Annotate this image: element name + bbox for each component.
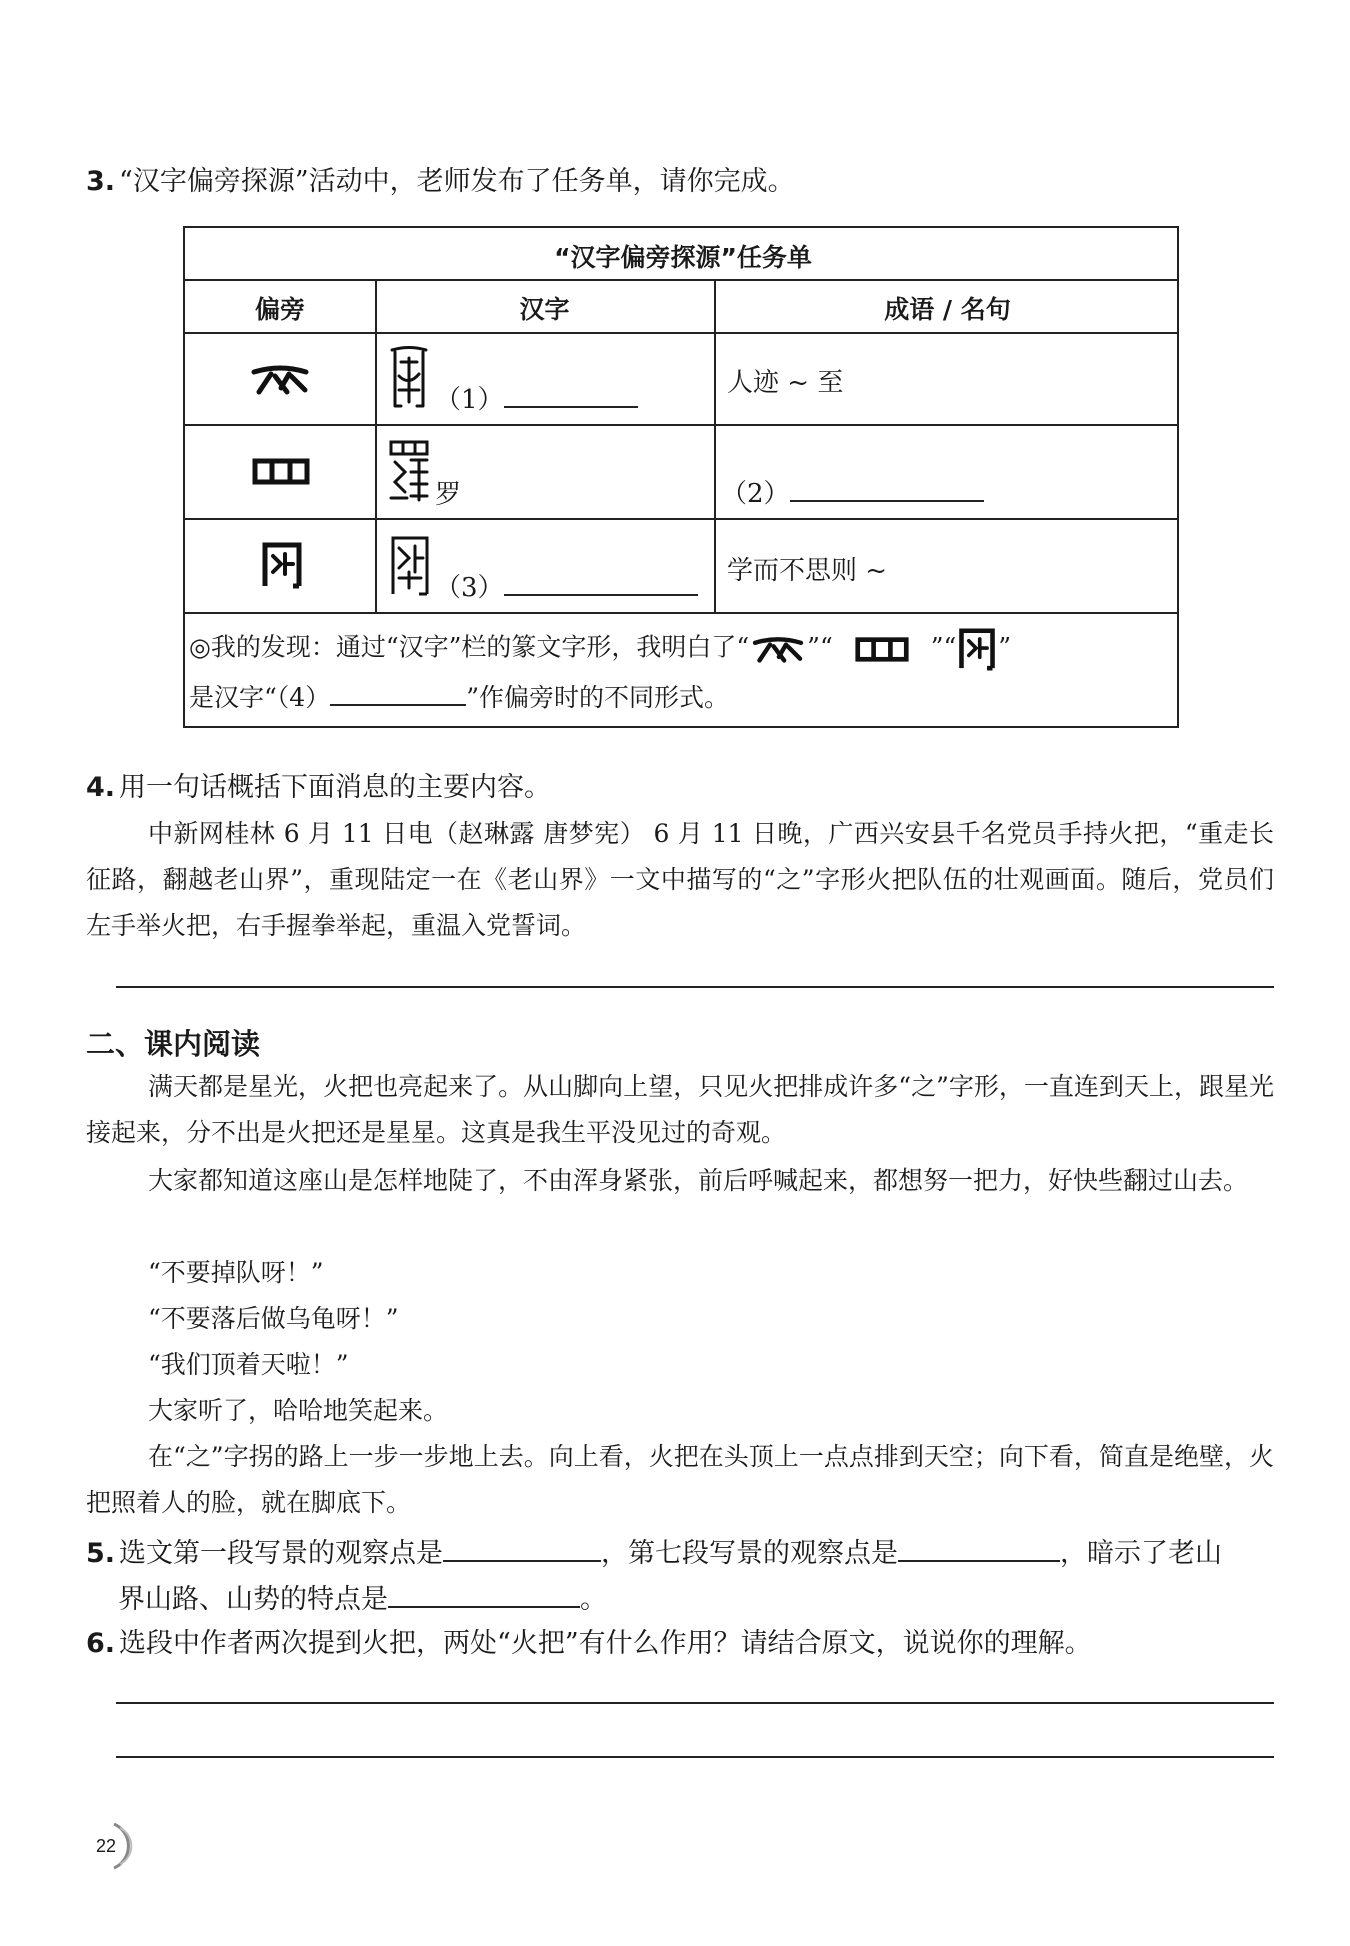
question-text: 选段中作者两次提到火把，两处“火把”有什么作用？请结合原文，说说你的理解。 bbox=[119, 1628, 1092, 1659]
passage-paragraph-2: 大家都知道这座山是怎样地陡了，不由浑身紧张，前后呼喊起来，都想努一把力，好快些翻过山去。 bbox=[148, 1166, 1249, 1195]
q5-part-3: ，暗示了老山 bbox=[1060, 1538, 1223, 1569]
answer-blank-2[interactable] bbox=[790, 472, 984, 502]
q5-part-5: 。 bbox=[580, 1584, 607, 1615]
question-5-line-1 bbox=[86, 1532, 1222, 1574]
discovery-line-2 bbox=[189, 676, 729, 714]
q5-part-4: 界山路、山势的特点是 bbox=[118, 1584, 388, 1615]
seal-character-wang-icon bbox=[387, 532, 433, 598]
passage-paragraph-1: 满天都是星光，火把也亮起来了。从山脚向上望，只见火把排成许多“之”字形，一直连到天上，跟星光接起来，分不出是火把还是星星。这真是我生平没见过的奇观。 bbox=[86, 1072, 1274, 1147]
passage-paragraph-5: “我们顶着天啦！” bbox=[148, 1350, 349, 1379]
seal-character-luo-icon bbox=[387, 438, 431, 504]
answer-line-q6-1[interactable] bbox=[116, 1702, 1274, 1704]
answer-blank-1[interactable] bbox=[504, 378, 638, 408]
row2-hanzi-modern: 罗 bbox=[435, 480, 462, 510]
table-title: “汉字偏旁探源”任务单 bbox=[554, 243, 812, 272]
row1-hanzi-answer bbox=[435, 378, 638, 416]
answer-blank-3[interactable] bbox=[504, 566, 698, 596]
question-4 bbox=[86, 768, 551, 808]
question-number: 4. bbox=[86, 772, 116, 803]
question-number: 6. bbox=[86, 1628, 116, 1659]
question-6 bbox=[86, 1624, 1092, 1664]
q5-part-1: 选文第一段写景的观察点是 bbox=[119, 1538, 444, 1569]
seal-radical-xue-icon bbox=[749, 634, 807, 664]
seal-radical-wang-icon bbox=[251, 456, 311, 486]
news-paragraph: 中新网桂林 6 月 11 日电（赵琳露 唐梦宪） 6 月 11 日晚，广西兴安县千名党员手持火把，“重走长征路，翻越老山界”，重现陆定一在《老山界》一文中描写的“之”字形火把队伍的壮观画面。随后，党员们左手举火把，右手握拳举起，重温入党誓词。 bbox=[86, 819, 1274, 940]
passage-paragraph-6: 大家听了，哈哈地笑起来。 bbox=[148, 1396, 449, 1425]
answer-blank-q5-3[interactable] bbox=[388, 1578, 580, 1608]
section-title: 二、课内阅读 bbox=[86, 1027, 261, 1061]
seal-radical-wang-variant-icon bbox=[259, 540, 305, 590]
question-5-line-2 bbox=[118, 1578, 607, 1620]
answer-blank-4[interactable] bbox=[330, 676, 466, 706]
answer-line-q6-2[interactable] bbox=[116, 1756, 1274, 1758]
passage-paragraph-7: 在“之”字拐的路上一步一步地上去。向上看，火把在头顶上一点点排到天空；向下看，简直是绝壁，火把照着人的脸，就在脚底下。 bbox=[86, 1442, 1274, 1517]
seal-radical-wang-icon bbox=[853, 635, 911, 663]
answer-blank-q5-1[interactable] bbox=[443, 1532, 601, 1562]
discovery-quote-2: ”“ bbox=[930, 632, 957, 662]
answer-line-q4[interactable] bbox=[116, 986, 1274, 988]
question-3 bbox=[86, 162, 795, 202]
passage-paragraph-4: “不要落后做乌龟呀！” bbox=[148, 1304, 399, 1333]
blank-label-3: （3） bbox=[435, 573, 504, 603]
header-hanzi: 汉字 bbox=[519, 295, 570, 324]
page-number: 22 bbox=[96, 1836, 117, 1856]
answer-blank-q5-2[interactable] bbox=[898, 1532, 1060, 1562]
header-idiom: 成语 / 名句 bbox=[884, 295, 1011, 324]
question-number: 5. bbox=[86, 1538, 116, 1569]
row3-hanzi-answer bbox=[435, 566, 698, 604]
blank-label-1: （1） bbox=[435, 385, 504, 415]
q5-part-2: ，第七段写景的观察点是 bbox=[601, 1538, 899, 1569]
discovery-quote-1: ”“ bbox=[807, 632, 833, 662]
discovery-line2-a: 是汉字“（4） bbox=[189, 683, 331, 712]
passage-paragraph-3: “不要掉队呀！” bbox=[148, 1258, 324, 1287]
discovery-quote-end: ” bbox=[998, 632, 1012, 662]
discovery-prefix: ◎我的发现：通过“汉字”栏的篆文字形，我明白了“ bbox=[189, 632, 750, 662]
question-number: 3. bbox=[86, 166, 116, 197]
question-text: 用一句话概括下面消息的主要内容。 bbox=[119, 772, 552, 803]
seal-radical-xue-icon bbox=[251, 362, 309, 396]
row1-phrase: 人迹 ~ 至 bbox=[727, 368, 844, 398]
seal-character-qiong-icon bbox=[387, 344, 431, 410]
header-radical: 偏旁 bbox=[254, 295, 305, 324]
row3-phrase: 学而不思则 ~ bbox=[727, 556, 888, 586]
seal-radical-wang-variant-icon bbox=[956, 626, 998, 672]
blank-label-2: （2） bbox=[721, 479, 790, 509]
discovery-line2-b: ”作偏旁时的不同形式。 bbox=[466, 683, 729, 712]
row2-phrase-answer bbox=[721, 472, 984, 510]
discovery-line-1 bbox=[189, 626, 1011, 672]
task-table bbox=[183, 226, 1179, 728]
question-text: “汉字偏旁探源”活动中，老师发布了任务单，请你完成。 bbox=[119, 166, 795, 197]
